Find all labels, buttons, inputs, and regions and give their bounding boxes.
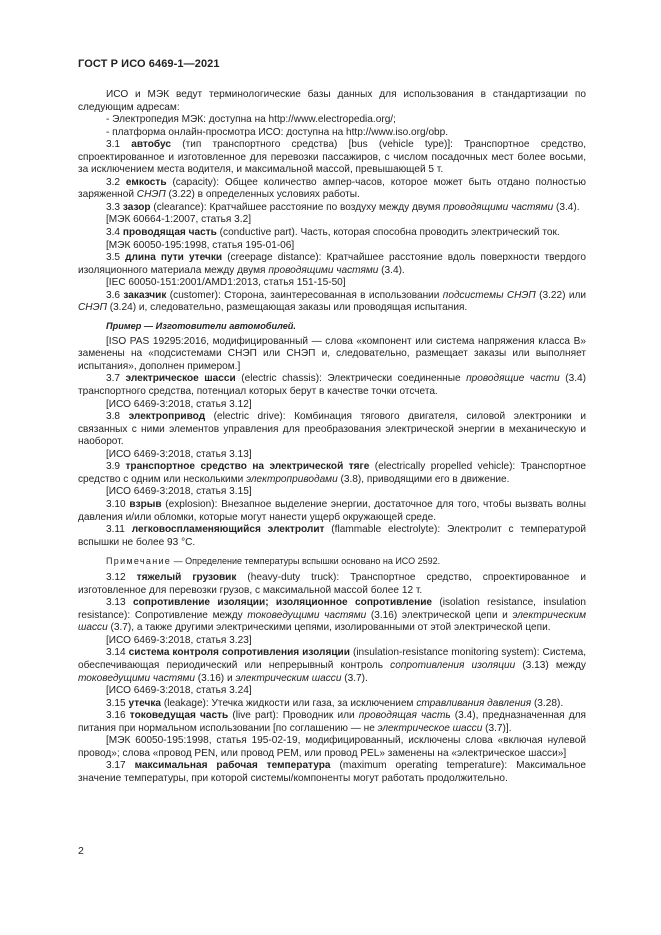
term-name: система контроля сопротивления изоляции — [128, 647, 350, 659]
term-3-13: 3.13 сопротивление изоляции; изоляционное сопротивление (isolation resistance, insulation resistance): Сопротивление между токоведущими частями (3.16) электрической цепи и электрическим шасси (3.7), а также другими электрическими цепями, изолированными от этой электрической цепи. — [78, 597, 587, 634]
term-name: токоведущая часть — [129, 710, 229, 722]
source-ref-3-8: [ИСО 6469-3:2018, статья 3.13] — [106, 448, 252, 460]
term-name: тяжелый грузовик — [136, 572, 237, 584]
page-body — [78, 89, 586, 785]
term-3-2: 3.2 емкость (capacity): Общее количество ампер-часов, которое может быть отдано полностью заряженной СНЭП (3.22) в определенных условиях работы. — [78, 176, 586, 201]
source-ref-3-6: [ISO PAS 19295:2016, модифицированный — слова «компонент или система напряжения класса В» заменены на «подсистемами СНЭП или СНЭП и, следовательно, размещает заказы или выполняет испытания», дополнен примером.] — [78, 335, 586, 372]
term-name: емкость — [125, 176, 167, 188]
term-3-17: 3.17 максимальная рабочая температура (maximum operating temperature): Максимальное значение температуры, при которой системы/компоненты могут работать продолжительно. — [78, 760, 586, 784]
term-name: длина пути утечки — [125, 252, 223, 264]
document-header: ГОСТ Р ИСО 6469-1—2021 — [78, 58, 220, 70]
term-3-8: 3.8 электропривод (electric drive): Комбинация тягового двигателя, силовой электроники и связанных с ними элементов управления для преобразования электрической энергии в механическую и наоборот. — [78, 411, 587, 448]
term-name: транспортное средство на электрической тяге — [125, 461, 370, 473]
term-name: утечка — [128, 697, 162, 709]
term-3-4: 3.4 проводящая часть (conductive part). Часть, которая способна проводить электрический ток. — [106, 227, 560, 239]
term-name: проводящая часть — [122, 227, 217, 239]
example-3-6: Пример — Изготовители автомобилей. — [106, 320, 296, 331]
term-3-6: 3.6 заказчик (customer): Сторона, заинтересованная в использовании подсистемы СНЭП (3.22) или СНЭП (3.24) и, следовательно, размещающая заказы или проводящая испытания. — [78, 289, 586, 314]
iso-obp-link-line: - платформа онлайн-просмотра ИСО: доступна на http://www.iso.org/obp. — [106, 126, 449, 138]
source-ref-3-16: [МЭК 60050-195:1998, статья 195-02-19, модифицированный, исключены слова «включая нулевой провод»; слова «провод PEN, или провод PEM, или провод PEL» заменены на «электрическое шасси»] — [78, 735, 586, 759]
term-name: зазор — [122, 201, 151, 213]
term-3-11: 3.11 легковоспламеняющийся электролит (flammable electrolyte): Электролит с температурой вспышки не более 93 °С. — [78, 524, 587, 548]
term-3-9: 3.9 транспортное средство на электрической тяге (electrically propelled vehicle): Транспортное средство с одним или несколькими электроприводами (3.8), приводящими его в движение. — [78, 461, 587, 485]
note-3-11: Примечание — Определение температуры вспышки основано на ИСО 2592. — [106, 556, 441, 567]
source-ref-3-3: [МЭК 60664-1:2007, статья 3.2] — [106, 214, 251, 226]
source-ref-3-5: [IEC 60050-151:2001/AMD1:2013, статья 151-15-50] — [106, 277, 346, 289]
term-3-5: 3.5 длина пути утечки (creepage distance): Кратчайшее расстояние вдоль поверхности твердого изоляционного материала между двумя проводящими частями (3.4). — [78, 252, 586, 276]
term-3-15: 3.15 утечка (leakage): Утечка жидкости или газа, за исключением стравливания давления (3.28). — [106, 697, 564, 709]
intro-paragraph: ИСО и МЭК ведут терминологические базы данных для использования в стандартизации по следующим адресам: — [78, 89, 586, 113]
term-3-10: 3.10 взрыв (explosion): Внезапное выделение энергии, достаточное для того, чтобы вызвать волны давления и/или обломки, которые могут нанести ущерб окружающей среде. — [78, 498, 587, 523]
term-name: автобус — [131, 139, 171, 151]
term-name: электропривод — [128, 411, 206, 423]
term-name: максимальная рабочая температура — [134, 760, 331, 772]
page-number: 2 — [78, 845, 84, 857]
source-ref-3-14: [ИСО 6469-3:2018, статья 3.24] — [106, 685, 252, 697]
term-3-1: 3.1 автобус (тип транспортного средства) [bus (vehicle type)]: Транспортное средство, спроектированное и изготовленное для перевозки пассажиров, с числом посадочных мест более восьми, за исключением места водителя, и максимальной массой, превышающей 5 т. — [78, 139, 586, 176]
term-name: взрыв — [129, 498, 162, 510]
term-name: электрическое шасси — [125, 373, 236, 385]
term-name: сопротивление изоляции; изоляционное сопротивление — [133, 597, 433, 609]
term-3-3: 3.3 зазор (clearance): Кратчайшее расстояние по воздуху между двумя проводящими частями (3.4). — [106, 201, 580, 213]
source-ref-3-7: [ИСО 6469-3:2018, статья 3.12] — [106, 398, 252, 410]
source-ref-3-9: [ИСО 6469-3:2018, статья 3.15] — [106, 486, 252, 498]
electropedia-link-line: - Электропедия МЭК: доступна на http://www.electropedia.org/; — [106, 114, 396, 126]
term-3-7: 3.7 электрическое шасси (electric chassis): Электрически соединенные проводящие части (3.4) транспортного средства, потенциал которых берут в качестве точки отсчета. — [78, 373, 586, 398]
term-name: заказчик — [123, 289, 167, 301]
source-ref-3-4: [МЭК 60050-195:1998, статья 195-01-06] — [106, 239, 295, 251]
term-3-14: 3.14 система контроля сопротивления изоляции (insulation-resistance monitoring system): Система, обеспечивающая периодический или непрерывный контроль сопротивления изоляции (3.13) между токоведущими частями (3.16) и электрическим шасси (3.7). — [78, 647, 586, 684]
term-3-16: 3.16 токоведущая часть (live part): Проводник или проводящая часть (3.4), предназначенная для питания при нормальном использовании [по соглашению — не электрическое шасси (3.7)]. — [78, 710, 587, 734]
term-name: легковоспламеняющийся электролит — [131, 524, 325, 536]
term-3-12: 3.12 тяжелый грузовик (heavy-duty truck): Транспортное средство, спроектированное и изготовленное для перевозки грузов, с максимальной массой более 12 т. — [78, 572, 587, 596]
source-ref-3-13: [ИСО 6469-3:2018, статья 3.23] — [106, 634, 252, 646]
